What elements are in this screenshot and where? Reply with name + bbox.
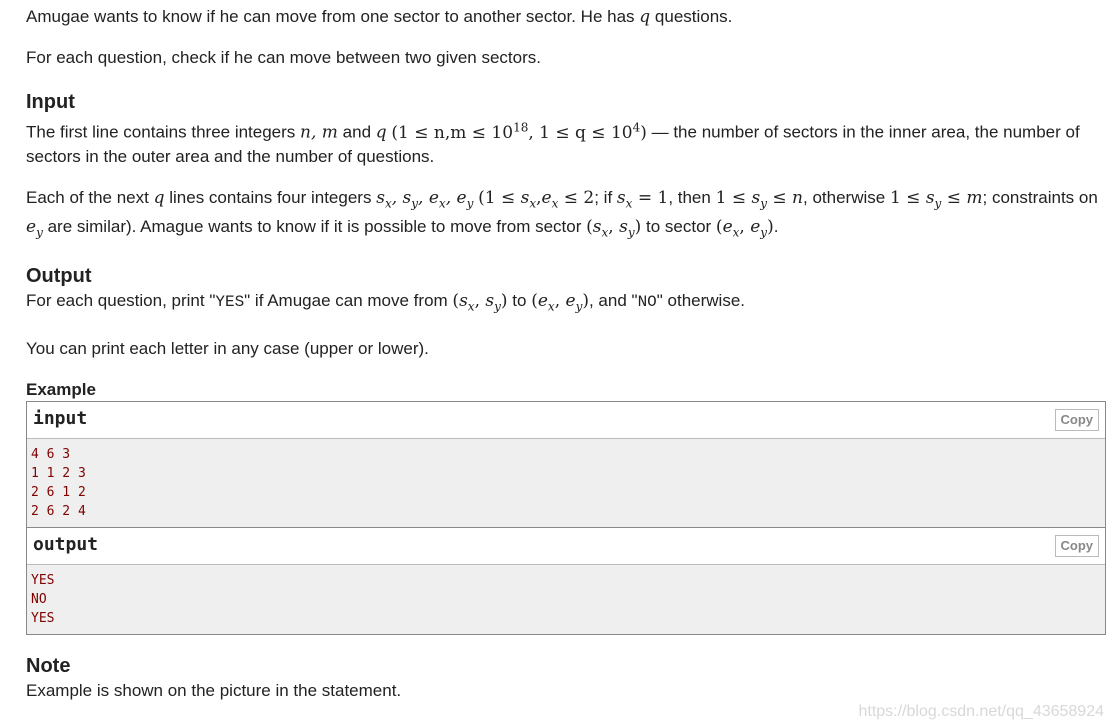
intro-paragraph-2: For each question, check if he can move between two given sectors. (26, 48, 541, 67)
output-paragraph-1: For each question, print "YES" if Amugae can move from ($s_x$, $s_y$) to ($e_x$, $e_y$), and "NO" otherwise. (26, 291, 746, 314)
example-section (26, 379, 1106, 635)
note-title: Note (26, 654, 71, 677)
output-label: output (33, 533, 99, 555)
intro-paragraph-1: Amugae wants to know if he can move from one sector to another sector. He has q questions. (26, 7, 733, 27)
watermark: https://blog.csdn.net/qq_43658924 (858, 703, 1104, 720)
output-paragraph-2: You can print each letter in any case (upper or lower). (26, 338, 429, 358)
input-line: 2 6 2 4 (31, 503, 86, 519)
output-header (27, 527, 1105, 565)
input-line: 2 6 1 2 (31, 484, 86, 500)
note-section (26, 653, 1106, 703)
output-line: YES (31, 610, 55, 626)
output-section (26, 263, 1106, 360)
input-paragraph-1: The first line contains three integers n, m and q ($1 \le n,m \le 10^{18}$, $1 \le q \le 10^4$) — the number of sectors in the inner area, the number of sectors in the outer area and the number of questions. (26, 120, 1080, 166)
input-label: input (33, 407, 88, 429)
input-section (26, 89, 1106, 244)
problem-statement (26, 0, 1106, 703)
output-title: Output (26, 265, 92, 288)
output-line: YES (31, 572, 55, 588)
output-line: NO (31, 591, 47, 607)
input-line: 4 6 3 (31, 446, 71, 462)
copy-input-button[interactable]: Copy (1055, 409, 1100, 431)
input-paragraph-2: Each of the next q lines contains four integers $s_x$, $s_y$, $e_x$, $e_y$ ($1 \le s_x,e_x \le 2$; if $s_x = 1$, then $1 \le s_y \le n$, otherwise $1 \le s_y \le m$; constraints on $e_y$ are similar). Amague wants to know if it is possible to move from sector ($s_x$, $s_y$) to sector ($e_x$, $e_y$). (26, 187, 1098, 240)
output-body[interactable] (27, 565, 1105, 634)
input-body[interactable] (27, 439, 1105, 527)
input-header (27, 402, 1105, 439)
example-box (26, 401, 1106, 635)
input-line: 1 1 2 3 (31, 465, 86, 481)
input-title: Input (26, 91, 75, 113)
copy-output-button[interactable]: Copy (1055, 535, 1100, 557)
note-text: Example is shown on the picture in the statement. (26, 680, 402, 700)
example-title: Example (26, 379, 96, 399)
